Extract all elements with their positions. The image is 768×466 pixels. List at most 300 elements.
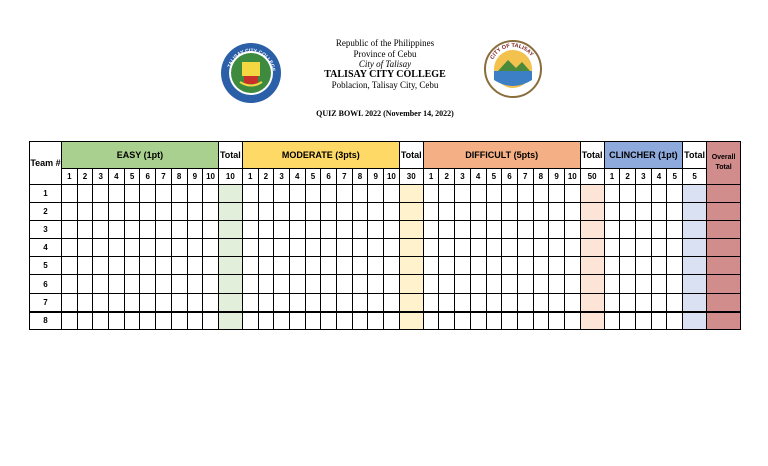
score-cell[interactable]: [258, 312, 274, 330]
score-cell[interactable]: [455, 312, 471, 330]
score-cell[interactable]: [384, 257, 400, 275]
score-cell[interactable]: [321, 275, 337, 293]
score-cell[interactable]: [274, 221, 290, 239]
score-cell[interactable]: [77, 185, 93, 203]
score-cell[interactable]: [549, 275, 565, 293]
score-cell[interactable]: [368, 275, 384, 293]
score-cell[interactable]: [636, 312, 652, 330]
score-cell[interactable]: [651, 293, 667, 312]
score-cell[interactable]: [455, 293, 471, 312]
score-cell[interactable]: [337, 293, 353, 312]
score-cell[interactable]: [289, 203, 305, 221]
score-cell[interactable]: [455, 185, 471, 203]
score-cell[interactable]: [533, 239, 549, 257]
score-cell[interactable]: [502, 203, 518, 221]
score-cell[interactable]: [423, 293, 439, 312]
score-cell[interactable]: [564, 203, 580, 221]
score-cell[interactable]: [423, 312, 439, 330]
score-cell[interactable]: [486, 312, 502, 330]
score-cell[interactable]: [140, 275, 156, 293]
score-cell[interactable]: [93, 257, 109, 275]
score-cell[interactable]: [667, 185, 683, 203]
round-total-cell: [399, 203, 423, 221]
question-number: 10: [564, 169, 580, 185]
score-cell[interactable]: [171, 257, 187, 275]
score-cell[interactable]: [470, 203, 486, 221]
score-cell[interactable]: [439, 275, 455, 293]
score-cell[interactable]: [140, 312, 156, 330]
score-cell[interactable]: [156, 185, 172, 203]
score-cell[interactable]: [549, 221, 565, 239]
score-cell[interactable]: [368, 185, 384, 203]
score-cell[interactable]: [93, 312, 109, 330]
score-cell[interactable]: [667, 257, 683, 275]
score-cell[interactable]: [549, 257, 565, 275]
score-cell[interactable]: [651, 275, 667, 293]
score-cell[interactable]: [651, 239, 667, 257]
score-cell[interactable]: [171, 185, 187, 203]
score-cell[interactable]: [258, 203, 274, 221]
score-cell[interactable]: [620, 185, 636, 203]
score-cell[interactable]: [651, 257, 667, 275]
round-total-cell: [580, 185, 604, 203]
score-cell[interactable]: [517, 203, 533, 221]
score-cell[interactable]: [517, 185, 533, 203]
score-cell[interactable]: [77, 203, 93, 221]
score-cell[interactable]: [93, 221, 109, 239]
score-cell[interactable]: [187, 275, 203, 293]
score-cell[interactable]: [651, 312, 667, 330]
score-cell[interactable]: [305, 203, 321, 221]
score-cell[interactable]: [109, 312, 125, 330]
round-total-cell: [218, 203, 242, 221]
score-cell[interactable]: [203, 275, 219, 293]
score-cell[interactable]: [439, 312, 455, 330]
score-cell[interactable]: [502, 185, 518, 203]
score-cell[interactable]: [533, 312, 549, 330]
round-total-cell: [683, 221, 707, 239]
score-cell[interactable]: [305, 275, 321, 293]
score-cell[interactable]: [667, 275, 683, 293]
svg-text:TALISAY CITY COLLEGE: TALISAY CITY COLLEGE: [226, 47, 276, 72]
score-cell[interactable]: [368, 203, 384, 221]
score-cell[interactable]: [533, 293, 549, 312]
score-cell[interactable]: [140, 185, 156, 203]
score-cell[interactable]: [140, 257, 156, 275]
score-cell[interactable]: [274, 239, 290, 257]
score-cell[interactable]: [352, 257, 368, 275]
score-cell[interactable]: [289, 239, 305, 257]
score-cell[interactable]: [352, 185, 368, 203]
score-cell[interactable]: [242, 185, 258, 203]
score-cell[interactable]: [242, 203, 258, 221]
score-cell[interactable]: [171, 275, 187, 293]
score-cell[interactable]: [171, 312, 187, 330]
score-cell[interactable]: [667, 293, 683, 312]
score-cell[interactable]: [455, 257, 471, 275]
score-cell[interactable]: [368, 312, 384, 330]
score-cell[interactable]: [274, 185, 290, 203]
score-cell[interactable]: [187, 257, 203, 275]
score-cell[interactable]: [636, 293, 652, 312]
score-cell[interactable]: [187, 221, 203, 239]
score-cell[interactable]: [439, 185, 455, 203]
score-cell[interactable]: [352, 293, 368, 312]
quiz-title: QUIZ BOWL 2022 (November 14, 2022): [316, 109, 454, 118]
score-cell[interactable]: [77, 275, 93, 293]
score-cell[interactable]: [171, 239, 187, 257]
score-cell[interactable]: [604, 221, 620, 239]
score-cell[interactable]: [203, 257, 219, 275]
score-cell[interactable]: [470, 221, 486, 239]
question-number: 2: [620, 169, 636, 185]
score-cell[interactable]: [77, 257, 93, 275]
score-cell[interactable]: [274, 312, 290, 330]
score-cell[interactable]: [636, 257, 652, 275]
score-cell[interactable]: [77, 293, 93, 312]
score-cell[interactable]: [242, 221, 258, 239]
score-cell[interactable]: [124, 275, 140, 293]
score-cell[interactable]: [337, 203, 353, 221]
score-cell[interactable]: [93, 203, 109, 221]
score-cell[interactable]: [620, 293, 636, 312]
score-cell[interactable]: [305, 257, 321, 275]
score-cell[interactable]: [604, 293, 620, 312]
score-cell[interactable]: [258, 275, 274, 293]
score-cell[interactable]: [93, 293, 109, 312]
question-number: 1: [423, 169, 439, 185]
score-cell[interactable]: [667, 203, 683, 221]
score-cell[interactable]: [533, 185, 549, 203]
score-cell[interactable]: [486, 275, 502, 293]
score-cell[interactable]: [651, 203, 667, 221]
score-cell[interactable]: [455, 221, 471, 239]
score-cell[interactable]: [109, 293, 125, 312]
score-cell[interactable]: [667, 312, 683, 330]
score-cell[interactable]: [455, 239, 471, 257]
score-cell[interactable]: [604, 257, 620, 275]
score-cell[interactable]: [423, 275, 439, 293]
score-cell[interactable]: [156, 257, 172, 275]
score-cell[interactable]: [502, 312, 518, 330]
score-cell[interactable]: [321, 239, 337, 257]
score-cell[interactable]: [289, 312, 305, 330]
score-cell[interactable]: [384, 275, 400, 293]
score-cell[interactable]: [502, 293, 518, 312]
score-cell[interactable]: [62, 293, 78, 312]
score-cell[interactable]: [470, 312, 486, 330]
score-cell[interactable]: [242, 293, 258, 312]
score-cell[interactable]: [321, 312, 337, 330]
score-cell[interactable]: [93, 185, 109, 203]
score-cell[interactable]: [203, 185, 219, 203]
score-cell[interactable]: [274, 293, 290, 312]
score-cell[interactable]: [368, 221, 384, 239]
score-cell[interactable]: [289, 275, 305, 293]
score-cell[interactable]: [171, 293, 187, 312]
score-cell[interactable]: [156, 221, 172, 239]
score-cell[interactable]: [423, 221, 439, 239]
score-cell[interactable]: [156, 239, 172, 257]
score-cell[interactable]: [620, 203, 636, 221]
score-cell[interactable]: [502, 275, 518, 293]
score-cell[interactable]: [384, 239, 400, 257]
score-cell[interactable]: [486, 185, 502, 203]
score-cell[interactable]: [62, 203, 78, 221]
score-cell[interactable]: [140, 221, 156, 239]
score-cell[interactable]: [604, 312, 620, 330]
score-cell[interactable]: [667, 221, 683, 239]
score-cell[interactable]: [321, 293, 337, 312]
score-cell[interactable]: [439, 257, 455, 275]
score-cell[interactable]: [289, 293, 305, 312]
score-cell[interactable]: [470, 293, 486, 312]
score-cell[interactable]: [109, 239, 125, 257]
score-cell[interactable]: [564, 221, 580, 239]
score-cell[interactable]: [549, 293, 565, 312]
score-cell[interactable]: [564, 293, 580, 312]
score-cell[interactable]: [455, 275, 471, 293]
score-cell[interactable]: [502, 257, 518, 275]
round-total-header: Total: [399, 142, 423, 169]
score-cell[interactable]: [187, 203, 203, 221]
score-cell[interactable]: [77, 221, 93, 239]
score-cell[interactable]: [368, 239, 384, 257]
score-cell[interactable]: [140, 203, 156, 221]
score-cell[interactable]: [384, 312, 400, 330]
score-cell[interactable]: [423, 257, 439, 275]
score-cell[interactable]: [156, 312, 172, 330]
score-cell[interactable]: [242, 312, 258, 330]
score-cell[interactable]: [636, 203, 652, 221]
round-total-cell: [580, 239, 604, 257]
score-cell[interactable]: [274, 275, 290, 293]
score-cell[interactable]: [203, 312, 219, 330]
score-cell[interactable]: [171, 203, 187, 221]
score-cell[interactable]: [124, 239, 140, 257]
score-cell[interactable]: [203, 203, 219, 221]
score-cell[interactable]: [423, 185, 439, 203]
score-cell[interactable]: [93, 275, 109, 293]
score-cell[interactable]: [337, 275, 353, 293]
score-cell[interactable]: [564, 239, 580, 257]
score-cell[interactable]: [187, 312, 203, 330]
score-cell[interactable]: [651, 185, 667, 203]
score-cell[interactable]: [517, 275, 533, 293]
score-cell[interactable]: [124, 257, 140, 275]
score-cell[interactable]: [486, 293, 502, 312]
score-cell[interactable]: [533, 257, 549, 275]
score-cell[interactable]: [62, 312, 78, 330]
question-number: 4: [651, 169, 667, 185]
table-row: [30, 293, 741, 312]
score-cell[interactable]: [384, 221, 400, 239]
score-cell[interactable]: [455, 203, 471, 221]
score-cell[interactable]: [62, 239, 78, 257]
score-cell[interactable]: [564, 312, 580, 330]
score-cell[interactable]: [156, 293, 172, 312]
score-cell[interactable]: [564, 185, 580, 203]
score-cell[interactable]: [337, 239, 353, 257]
score-cell[interactable]: [549, 239, 565, 257]
score-cell[interactable]: [187, 239, 203, 257]
score-cell[interactable]: [549, 312, 565, 330]
score-cell[interactable]: [470, 257, 486, 275]
score-cell[interactable]: [384, 185, 400, 203]
score-cell[interactable]: [517, 239, 533, 257]
score-cell[interactable]: [439, 221, 455, 239]
score-cell[interactable]: [439, 239, 455, 257]
score-cell[interactable]: [321, 185, 337, 203]
score-cell[interactable]: [517, 312, 533, 330]
score-cell[interactable]: [517, 221, 533, 239]
score-cell[interactable]: [533, 221, 549, 239]
score-cell[interactable]: [651, 221, 667, 239]
score-cell[interactable]: [384, 293, 400, 312]
score-cell[interactable]: [289, 221, 305, 239]
score-cell[interactable]: [77, 312, 93, 330]
score-cell[interactable]: [486, 203, 502, 221]
score-cell[interactable]: [305, 293, 321, 312]
score-cell[interactable]: [439, 293, 455, 312]
score-cell[interactable]: [337, 257, 353, 275]
score-cell[interactable]: [203, 293, 219, 312]
score-cell[interactable]: [124, 221, 140, 239]
score-cell[interactable]: [124, 185, 140, 203]
score-cell[interactable]: [486, 239, 502, 257]
score-cell[interactable]: [171, 221, 187, 239]
score-cell[interactable]: [620, 275, 636, 293]
round-max-points: 50: [580, 169, 604, 185]
score-cell[interactable]: [274, 257, 290, 275]
score-cell[interactable]: [337, 312, 353, 330]
score-cell[interactable]: [549, 185, 565, 203]
round-header: EASY (1pt): [62, 142, 219, 169]
score-cell[interactable]: [352, 203, 368, 221]
score-cell[interactable]: [549, 203, 565, 221]
score-cell[interactable]: [321, 257, 337, 275]
score-cell[interactable]: [109, 221, 125, 239]
score-cell[interactable]: [62, 257, 78, 275]
city-seal-logo: [484, 40, 542, 98]
score-cell[interactable]: [337, 185, 353, 203]
score-cell[interactable]: [156, 275, 172, 293]
score-cell[interactable]: [140, 239, 156, 257]
score-cell[interactable]: [305, 221, 321, 239]
score-cell[interactable]: [620, 312, 636, 330]
score-cell[interactable]: [321, 221, 337, 239]
score-cell[interactable]: [258, 293, 274, 312]
score-cell[interactable]: [109, 203, 125, 221]
score-cell[interactable]: [368, 293, 384, 312]
score-cell[interactable]: [636, 239, 652, 257]
score-cell[interactable]: [470, 239, 486, 257]
score-cell[interactable]: [109, 275, 125, 293]
score-cell[interactable]: [93, 239, 109, 257]
score-cell[interactable]: [502, 221, 518, 239]
score-cell[interactable]: [533, 203, 549, 221]
score-cell[interactable]: [352, 221, 368, 239]
score-cell[interactable]: [352, 239, 368, 257]
score-cell[interactable]: [258, 185, 274, 203]
score-cell[interactable]: [242, 239, 258, 257]
score-cell[interactable]: [321, 203, 337, 221]
score-cell[interactable]: [564, 257, 580, 275]
score-cell[interactable]: [305, 312, 321, 330]
score-cell[interactable]: [352, 312, 368, 330]
score-cell[interactable]: [604, 203, 620, 221]
team-number: 4: [30, 239, 62, 257]
score-cell[interactable]: [636, 185, 652, 203]
score-cell[interactable]: [242, 257, 258, 275]
score-cell[interactable]: [636, 221, 652, 239]
score-cell[interactable]: [620, 221, 636, 239]
score-cell[interactable]: [156, 203, 172, 221]
score-cell[interactable]: [502, 239, 518, 257]
score-cell[interactable]: [77, 239, 93, 257]
score-cell[interactable]: [517, 293, 533, 312]
score-cell[interactable]: [62, 185, 78, 203]
score-cell[interactable]: [187, 293, 203, 312]
score-cell[interactable]: [124, 203, 140, 221]
score-cell[interactable]: [486, 257, 502, 275]
score-cell[interactable]: [109, 257, 125, 275]
score-cell[interactable]: [258, 257, 274, 275]
score-cell[interactable]: [620, 239, 636, 257]
score-cell[interactable]: [604, 185, 620, 203]
score-cell[interactable]: [305, 239, 321, 257]
score-cell[interactable]: [203, 239, 219, 257]
score-cell[interactable]: [109, 185, 125, 203]
score-cell[interactable]: [636, 275, 652, 293]
score-cell[interactable]: [337, 221, 353, 239]
score-cell[interactable]: [305, 185, 321, 203]
score-cell[interactable]: [124, 293, 140, 312]
question-number: 6: [502, 169, 518, 185]
score-cell[interactable]: [352, 275, 368, 293]
score-cell[interactable]: [62, 221, 78, 239]
score-cell[interactable]: [140, 293, 156, 312]
score-cell[interactable]: [423, 203, 439, 221]
score-cell[interactable]: [667, 239, 683, 257]
score-cell[interactable]: [620, 257, 636, 275]
score-cell[interactable]: [517, 257, 533, 275]
score-cell[interactable]: [423, 239, 439, 257]
score-cell[interactable]: [203, 221, 219, 239]
score-cell[interactable]: [258, 221, 274, 239]
score-cell[interactable]: [368, 257, 384, 275]
score-cell[interactable]: [258, 239, 274, 257]
score-cell[interactable]: [470, 185, 486, 203]
score-cell[interactable]: [187, 185, 203, 203]
score-cell[interactable]: [439, 203, 455, 221]
score-cell[interactable]: [274, 203, 290, 221]
score-cell[interactable]: [604, 275, 620, 293]
score-cell[interactable]: [289, 257, 305, 275]
score-cell[interactable]: [486, 221, 502, 239]
score-cell[interactable]: [242, 275, 258, 293]
score-sheet-table: [29, 141, 741, 330]
score-cell[interactable]: [384, 203, 400, 221]
score-cell[interactable]: [124, 312, 140, 330]
score-cell[interactable]: [470, 275, 486, 293]
score-cell[interactable]: [289, 185, 305, 203]
score-cell[interactable]: [564, 275, 580, 293]
score-cell[interactable]: [62, 275, 78, 293]
score-cell[interactable]: [533, 275, 549, 293]
score-cell[interactable]: [604, 239, 620, 257]
team-number: 5: [30, 257, 62, 275]
